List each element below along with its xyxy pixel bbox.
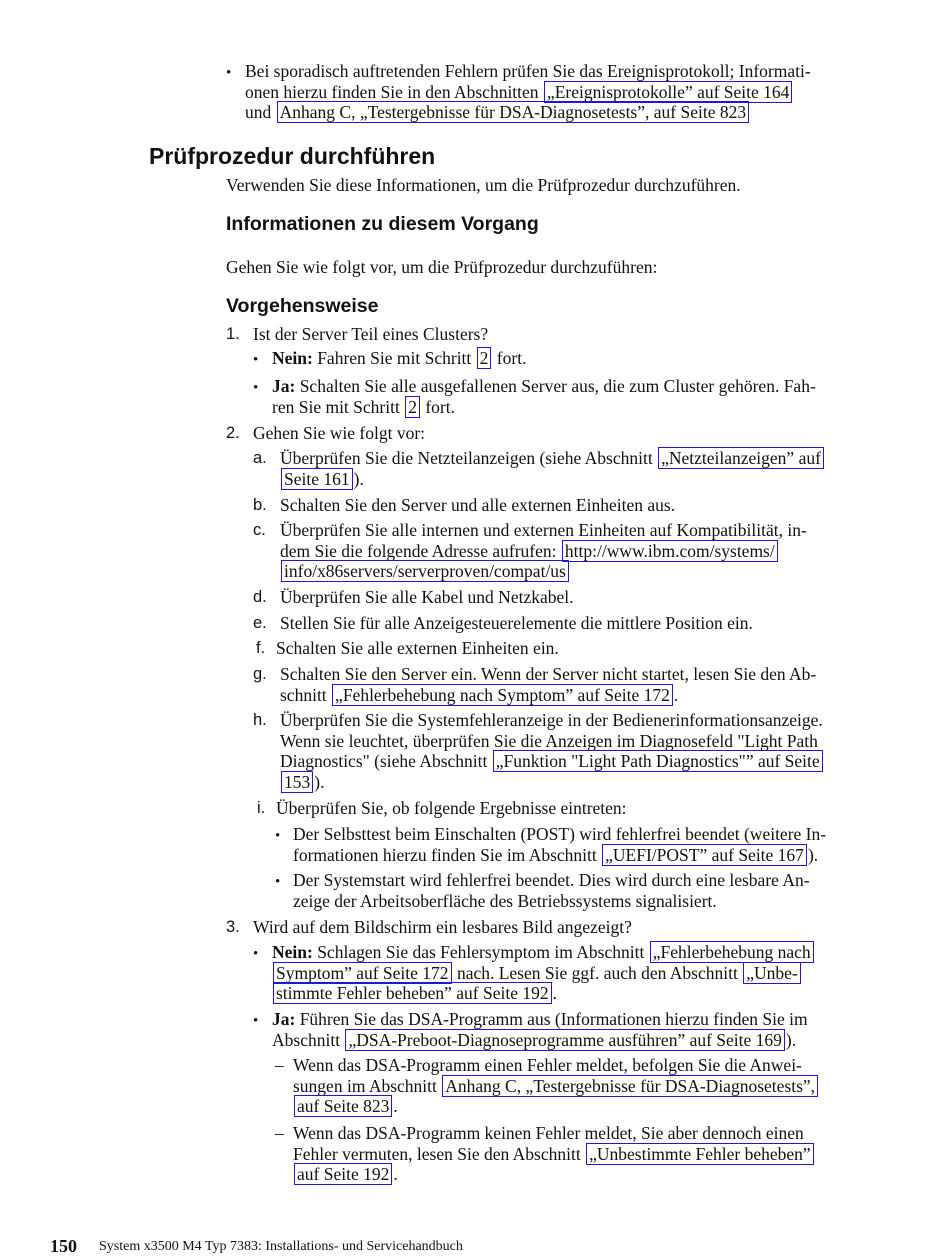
step1-no: [272, 348, 882, 369]
step2-g-line-2: [280, 685, 880, 706]
link-light-path[interactable]: „Funktion "Light Path Diagnostics"” auf Seite: [493, 750, 823, 772]
yes-label: Ja:: [272, 376, 296, 396]
step2-d: Überprüfen Sie alle Kabel und Netzkabel.: [280, 587, 574, 607]
link-unbestimmte-fehler-page[interactable]: auf Seite 192: [294, 1163, 392, 1185]
step2-i-2-line-2: zeige der Arbeitsoberfläche des Betriebssystems signalisiert.: [293, 890, 717, 911]
step2-i-2: [293, 870, 883, 911]
step3-dash-1-line-1: Wenn das DSA-Programm einen Fehler meldet, befolgen Sie die Anwei-: [293, 1055, 802, 1075]
step-number: 2.: [226, 424, 240, 442]
step2-i-1-line-2: [293, 845, 883, 866]
link-step-2[interactable]: 2: [477, 347, 492, 369]
link-unbestimmte-fehler[interactable]: „Unbestimmte Fehler beheben”: [586, 1143, 814, 1165]
step2-b: Schalten Sie den Server und alle externen Einheiten aus.: [280, 495, 676, 515]
step-number: 3.: [226, 918, 240, 936]
step2-i-1-line-1: Der Selbsttest beim Einschalten (POST) wird fehlerfrei beendet (weitere In-: [293, 824, 827, 844]
substep-letter: f.: [256, 639, 266, 657]
link-anhang-c[interactable]: Anhang C, „Testergebnisse für DSA-Diagnosetests”, auf Seite 823: [277, 101, 749, 123]
intro-text: onen hierzu finden Sie in den Abschnitten: [245, 81, 543, 102]
step3-dash-1: [293, 1055, 883, 1117]
step2-c-text: dem Sie die folgende Adresse aufrufen:: [280, 540, 561, 561]
link-anhang-c[interactable]: Anhang C, „Testergebnisse für DSA-Diagnosetests”,: [442, 1075, 818, 1097]
step1-yes-line-2: [272, 397, 882, 418]
step3-yes-line-2: [272, 1030, 882, 1051]
step3-no-text: Schlagen Sie das Fehlersymptom im Abschnitt: [312, 942, 649, 962]
step2-a-end: ).: [353, 468, 364, 489]
substep-letter: h.: [253, 711, 267, 729]
step3-dash-2-text: Fehler vermuten, lesen Sie den Abschnitt: [293, 1143, 586, 1164]
step1-yes-line-1: [272, 376, 882, 397]
step2-text: Gehen Sie wie folgt vor:: [253, 423, 426, 443]
step3-no: [272, 942, 882, 1004]
step3-no-line-2: [272, 963, 882, 984]
step2-a-text: Überprüfen Sie die Netzteilanzeigen (siehe Abschnitt: [280, 448, 658, 468]
procedure-heading: Vorgehensweise: [226, 295, 379, 317]
substep-letter: d.: [253, 588, 267, 606]
step2-h-line-4: [280, 772, 880, 793]
link-fehlerbehebung-symptom[interactable]: „Fehlerbehebung nach Symptom” auf Seite 172: [332, 684, 673, 706]
step1-no-text: Fahren Sie mit Schritt: [312, 348, 476, 368]
footer-title: System x3500 M4 Typ 7383: Installations- und Servicehandbuch: [99, 1239, 463, 1254]
link-netzteilanzeigen-page[interactable]: Seite 161: [281, 468, 353, 490]
bullet-marker: •: [253, 1013, 259, 1029]
step1-yes: [272, 376, 882, 417]
link-step-2[interactable]: 2: [405, 396, 420, 418]
link-uefi-post[interactable]: „UEFI/POST” auf Seite 167: [602, 844, 807, 866]
step3-dash-1-line-3: [293, 1096, 883, 1117]
link-ereignisprotokolle[interactable]: „Ereignisprotokolle” auf Seite 164: [544, 81, 793, 103]
step2-g-end: .: [673, 684, 679, 705]
substep-letter: b.: [253, 496, 267, 514]
step2-i: Überprüfen Sie, ob folgende Ergebnisse eintreten:: [276, 798, 627, 818]
step2-a: [280, 448, 880, 489]
no-label: Nein:: [272, 942, 313, 962]
step2-g-line-1: Schalten Sie den Server ein. Wenn der Server nicht startet, lesen Sie den Ab-: [280, 664, 817, 684]
intro-bullet: [245, 61, 885, 123]
step3-yes-end: ).: [785, 1029, 797, 1050]
step2-h-line-1: Überprüfen Sie die Systemfehleranzeige in der Bedienerinformationsanzeige.: [280, 710, 823, 730]
step2-i-1: [293, 824, 883, 865]
link-symptom-page[interactable]: Symptom” auf Seite 172: [273, 962, 452, 984]
bullet-marker: •: [253, 352, 259, 368]
link-anhang-c-page[interactable]: auf Seite 823: [294, 1095, 392, 1117]
bullet-marker: •: [253, 946, 259, 962]
step3-dash-2-line-2: [293, 1144, 883, 1165]
step3-dash-1-line-2: [293, 1076, 883, 1097]
intro-line-1: Bei sporadisch auftretenden Fehlern prüfen Sie das Ereignisprotokoll; Informati-: [245, 61, 811, 81]
about-heading: Informationen zu diesem Vorgang: [226, 213, 539, 235]
step3-dash-1-text: sungen im Abschnitt: [293, 1075, 442, 1096]
step3-yes: [272, 1009, 882, 1050]
step1-text: Ist der Server Teil eines Clusters?: [253, 324, 489, 344]
yes-label: Ja:: [272, 1009, 296, 1029]
step3-dash-2-line-3: [293, 1164, 883, 1185]
intro-line-3: [245, 102, 885, 123]
step1-yes-text: ren Sie mit Schritt: [272, 396, 405, 417]
substep-letter: c.: [253, 521, 266, 539]
link-unbestimmte[interactable]: „Unbe-: [743, 962, 801, 984]
step2-c-line-2: [280, 541, 880, 562]
bullet-marker: •: [275, 828, 281, 844]
step3-no-line-1: [272, 942, 882, 963]
step2-h: [280, 710, 880, 792]
intro-text: und: [245, 102, 276, 122]
step2-h-text: Diagnostics" (siehe Abschnitt: [280, 751, 492, 771]
link-unbestimmte-page[interactable]: stimmte Fehler beheben” auf Seite 192: [273, 982, 552, 1004]
step2-i-2-line-1: Der Systemstart wird fehlerfrei beendet. Dies wird durch eine lesbare An-: [293, 870, 810, 890]
step2-f: Schalten Sie alle externen Einheiten ein.: [276, 638, 559, 658]
bullet-marker: •: [253, 380, 259, 396]
step3-dash-2: [293, 1123, 883, 1185]
step3-yes-text: Abschnitt: [272, 1029, 345, 1050]
link-fehlerbehebung-nach[interactable]: „Fehlerbehebung nach: [650, 941, 814, 963]
substep-letter: e.: [253, 614, 267, 632]
step3-no-end: .: [552, 983, 558, 1003]
dash-marker: –: [275, 1123, 284, 1143]
dash-marker: –: [275, 1055, 284, 1075]
step3-text: Wird auf dem Bildschirm ein lesbares Bild angezeigt?: [253, 917, 632, 937]
bullet-marker: •: [226, 65, 232, 81]
step2-i-1-end: ).: [807, 844, 819, 865]
step-number: 1.: [226, 325, 240, 343]
no-label: Nein:: [272, 348, 313, 368]
step3-yes-line-1: [272, 1009, 882, 1030]
substep-letter: a.: [253, 449, 267, 467]
step1-yes-text: Schalten Sie alle ausgefallenen Server aus, die zum Cluster gehören. Fah-: [295, 376, 816, 396]
step2-h-line-3: [280, 751, 880, 772]
step3-dash-2-line-1: Wenn das DSA-Programm keinen Fehler meldet, Sie aber dennoch einen: [293, 1123, 804, 1143]
substep-letter: g.: [253, 665, 267, 683]
step3-no-text: nach. Lesen Sie ggf. auch den Abschnitt: [452, 962, 743, 983]
section-title: Prüfprozedur durchführen: [149, 143, 436, 169]
section-lead: Verwenden Sie diese Informationen, um die Prüfprozedur durchzuführen.: [226, 175, 741, 195]
step2-g: [280, 664, 880, 705]
substep-letter: i.: [257, 799, 266, 817]
step3-dash-2-end: .: [393, 1164, 398, 1184]
step2-c: [280, 520, 880, 582]
link-netzteilanzeigen[interactable]: „Netzteilanzeigen” auf: [658, 447, 824, 469]
link-ibm-url[interactable]: http://www.ibm.com/systems/: [562, 540, 778, 562]
step2-a-line-1: [280, 448, 880, 469]
step2-i-1-text: formationen hierzu finden Sie im Abschnitt: [293, 844, 602, 865]
step2-h-line-2: Wenn sie leuchtet, überprüfen Sie die Anzeigen im Diagnosefeld "Light Path: [280, 730, 818, 751]
about-text: Gehen Sie wie folgt vor, um die Prüfprozedur durchzuführen:: [226, 257, 658, 277]
step2-c-line-1: Überprüfen Sie alle internen und externen Einheiten auf Kompatibilität, in-: [280, 520, 807, 540]
step3-no-line-3: [272, 983, 882, 1004]
step1-yes-end: fort.: [420, 396, 455, 417]
step1-no-end: fort.: [492, 348, 527, 368]
bullet-marker: •: [275, 874, 281, 890]
page-number: 150: [50, 1236, 77, 1256]
link-light-path-page[interactable]: 153: [281, 771, 313, 793]
step3-dash-1-end: .: [393, 1096, 398, 1116]
step2-e: Stellen Sie für alle Anzeigesteuerelemente die mittlere Position ein.: [280, 613, 753, 633]
step2-a-line-2: [280, 469, 880, 490]
link-ibm-url-cont[interactable]: info/x86servers/serverproven/compat/us: [281, 560, 569, 582]
link-dsa-preboot[interactable]: „DSA-Preboot-Diagnoseprogramme ausführen” auf Seite 169: [345, 1029, 784, 1051]
step3-yes-text: Führen Sie das DSA-Programm aus (Informationen hierzu finden Sie im: [295, 1009, 808, 1029]
step2-c-line-3: [280, 561, 880, 582]
intro-line-2: [245, 82, 885, 103]
step2-g-text: schnitt: [280, 684, 332, 705]
step2-h-end: ).: [314, 771, 325, 792]
